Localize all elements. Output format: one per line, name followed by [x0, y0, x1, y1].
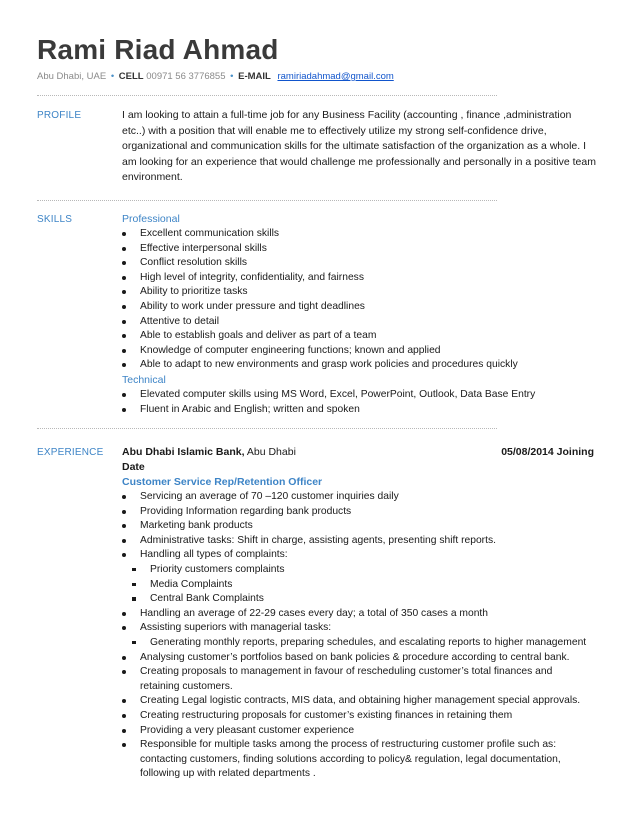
list-item: Knowledge of computer engineering functions; known and applied [122, 344, 602, 359]
employer-line [122, 445, 602, 460]
list-item: Excellent communication skills [122, 227, 602, 242]
email-link[interactable]: ramiriadahmad@gmail.com [277, 71, 394, 82]
employer-name: Abu Dhabi Islamic Bank, [122, 446, 245, 458]
email-label: E-MAIL [238, 71, 271, 82]
cell-number: 00971 56 3776855 [146, 71, 226, 82]
list-item: High level of integrity, confidentiality, and fairness [122, 271, 602, 286]
profile-text [122, 108, 600, 186]
technical-subheading: Technical [122, 373, 166, 386]
candidate-name: Rami Riad Ahmad [37, 34, 279, 65]
profile-heading: PROFILE [37, 110, 82, 121]
list-item: Fluent in Arabic and English; written and spoken [122, 403, 602, 418]
list-item-continued: contacting customers, finding solutions according to policy& regulation, legal documentation, [140, 753, 561, 765]
divider [37, 95, 497, 96]
duties-list [122, 490, 602, 782]
list-item: Creating restructuring proposals for customer’s existing finances in retaining them [122, 709, 602, 724]
list-item: Ability to work under pressure and tight deadlines [122, 300, 602, 315]
employment-date-continued: Date [122, 461, 145, 473]
location: Abu Dhabi, UAE [37, 71, 107, 82]
list-item: Attentive to detail [122, 315, 602, 330]
list-item: Effective interpersonal skills [122, 242, 602, 257]
list-item: Providing a very pleasant customer experience [122, 724, 602, 739]
list-item: Administrative tasks: Shift in charge, assisting agents, presenting shift reports. [122, 534, 602, 549]
skills-block [122, 212, 602, 417]
profile-line: environment. [122, 171, 183, 183]
technical-skills-list [122, 388, 602, 417]
list-item: Handling an average of 22-29 cases every day; a total of 350 cases a month [122, 607, 602, 622]
skills-heading: SKILLS [37, 214, 73, 225]
profile-line: am looking for an experience that would challenge me professionally and personally in a positive team [122, 155, 596, 168]
list-item: Providing Information regarding bank products [122, 505, 602, 520]
profile-line: I am looking to attain a full-time job for any Business Facility (accounting , finance ,administration [122, 109, 572, 121]
list-item: Assisting superiors with managerial tasks: [122, 621, 602, 636]
profile-line: organizational and communication skills for the ultimate satisfaction of the organization as a whole. I [122, 140, 586, 152]
job-position: Customer Service Rep/Retention Officer [122, 476, 323, 488]
cell-label: CELL [118, 71, 144, 82]
list-item: Conflict resolution skills [122, 256, 602, 271]
experience-heading: EXPERIENCE [37, 447, 104, 458]
separator-dot: • [230, 71, 234, 82]
profile-line: etc..) with a position that will enable me to effectively utilize my strong self-confidence drive, [122, 124, 547, 137]
professional-skills-list [122, 227, 602, 373]
employment-date: 05/08/2014 Joining [501, 446, 594, 458]
list-item: Elevated computer skills using MS Word, Excel, PowerPoint, Outlook, Data Base Entry [122, 388, 602, 403]
list-item: Creating Legal logistic contracts, MIS data, and obtaining higher management special approvals. [122, 694, 602, 709]
list-item: Marketing bank products [122, 519, 602, 534]
sub-list-item: Generating monthly reports, preparing schedules, and escalating reports to higher management [122, 636, 602, 651]
experience-block [122, 445, 602, 782]
sub-list-item: Priority customers complaints [122, 563, 602, 578]
sub-list-item: Central Bank Complaints [122, 592, 602, 607]
professional-subheading: Professional [122, 213, 180, 225]
list-item: Ability to prioritize tasks [122, 285, 602, 300]
list-item: Able to adapt to new environments and grasp work policies and procedures quickly [122, 358, 602, 373]
divider [37, 428, 497, 429]
sub-list-item: Media Complaints [122, 578, 602, 593]
list-item-continued: following up with related departments . [140, 768, 316, 780]
divider [37, 200, 497, 201]
separator-dot: • [110, 71, 115, 82]
list-item-continued: retaining customers. [140, 680, 233, 692]
list-item: Analysing customer’s portfolios based on bank policies & procedure according to central bank. [122, 651, 602, 666]
list-item: Responsible for multiple tasks among the process of restructuring customer profile such as: [122, 738, 602, 753]
employer-city: Abu Dhabi [244, 446, 296, 458]
list-item: Handling all types of complaints: [122, 548, 602, 563]
list-item: Servicing an average of 70 –120 customer inquiries daily [122, 490, 602, 505]
list-item: Creating proposals to management in favour of rescheduling customer’s total finances and [122, 665, 602, 680]
list-item: Able to establish goals and deliver as part of a team [122, 329, 602, 344]
contact-line [37, 71, 394, 82]
